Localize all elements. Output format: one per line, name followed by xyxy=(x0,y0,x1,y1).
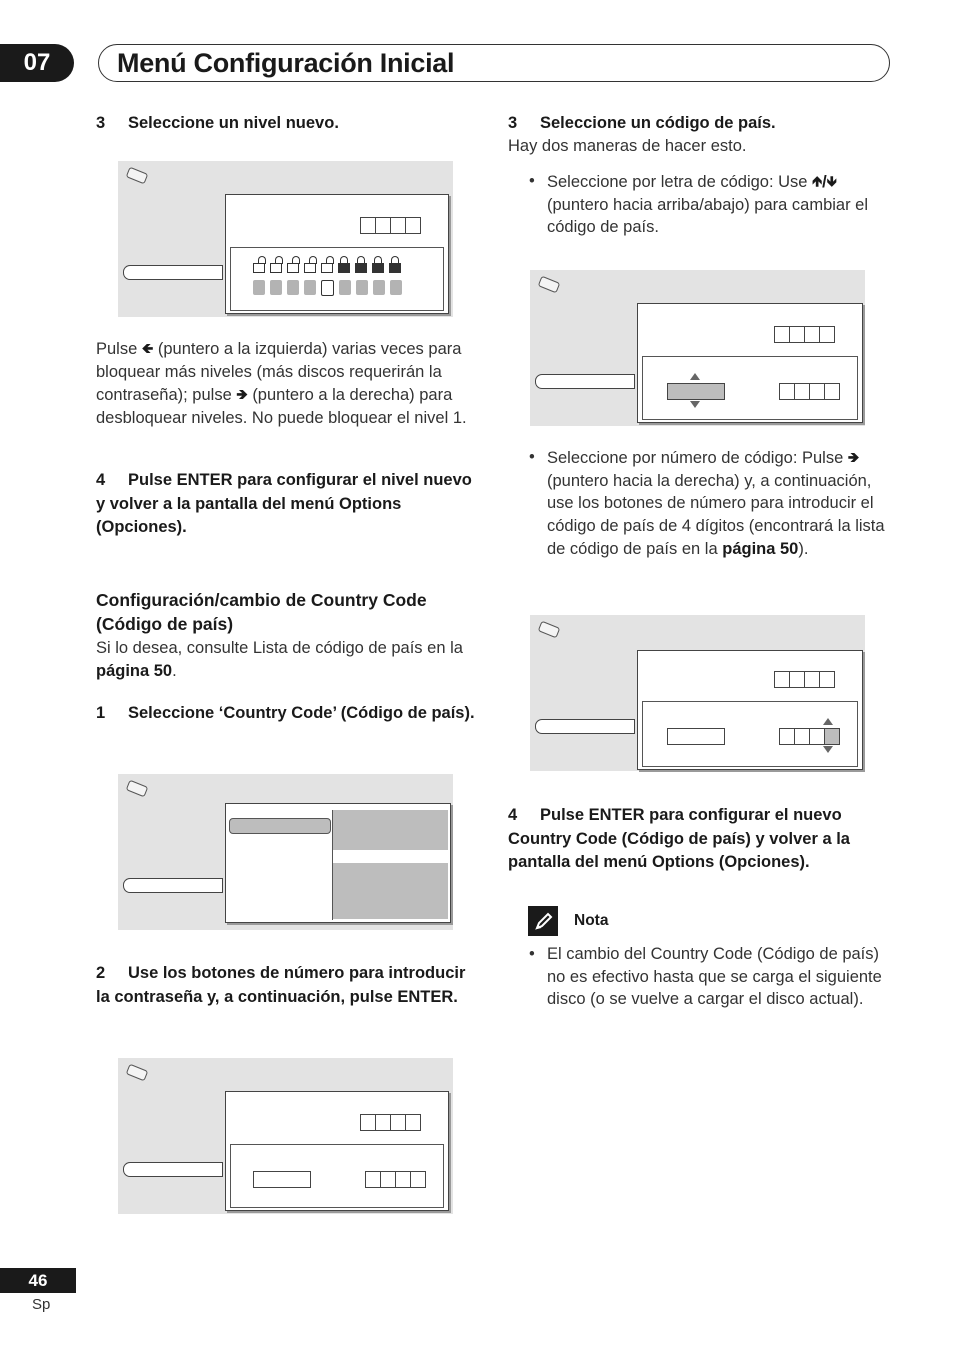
page-reference: página 50 xyxy=(722,539,799,558)
bullet-number-code xyxy=(529,446,889,561)
entry-field xyxy=(253,1171,311,1188)
step-number: 3 xyxy=(508,114,518,132)
pulse-paragraph xyxy=(96,337,481,430)
right-step-4 xyxy=(508,804,893,875)
right-step-3 xyxy=(508,112,888,136)
bullet-text-b: (puntero hacia arriba/abajo) para cambiar el código de país. xyxy=(547,195,869,237)
left-step-2 xyxy=(96,962,481,1009)
level-cell xyxy=(287,280,299,295)
section-heading: Configuración/cambio de Country Code (Código de país) xyxy=(96,590,427,634)
step-text: Pulse ENTER para configurar el nuevo Country Code (Código de país) y volver a la pantalla del menú Options (Opciones). xyxy=(508,806,850,871)
level-cell-selected xyxy=(321,280,334,296)
pulse-text-3: (puntero a la derecha) para desbloquear niveles. No puede bloquear el nivel 1. xyxy=(96,386,467,428)
level-cell xyxy=(304,280,316,295)
bullet-dot: • xyxy=(529,945,535,963)
menu-tab xyxy=(123,878,223,893)
step-text: Seleccione un nivel nuevo. xyxy=(128,114,339,132)
level-cell xyxy=(356,280,368,295)
left-step-1 xyxy=(96,702,476,726)
password-cells xyxy=(774,671,835,688)
bullet-text-a: Seleccione por número de código: Pulse xyxy=(547,449,844,467)
arrow-down-icon: 🡻 xyxy=(826,173,837,189)
screen-parental-levels xyxy=(118,161,453,317)
unlock-icon xyxy=(270,256,282,273)
unlock-icon xyxy=(304,256,316,273)
section-text: Si lo desea, consulte Lista de código de país en la xyxy=(96,639,463,657)
right-intro: Hay dos maneras de hacer esto. xyxy=(508,137,747,155)
step-text: Use los botones de número para introducir la contraseña y, a continuación, pulse ENTER. xyxy=(96,964,466,1006)
note-label: Nota xyxy=(574,912,609,929)
submenu-item-highlight xyxy=(333,850,448,863)
pulse-text-1: Pulse xyxy=(96,340,138,358)
unlock-icon xyxy=(253,256,265,273)
page-reference: página 50 xyxy=(96,661,173,680)
step-number: 4 xyxy=(508,806,518,824)
menu-tab xyxy=(123,1162,223,1177)
country-box xyxy=(642,701,858,767)
lock-icon xyxy=(389,256,401,273)
level-cell xyxy=(373,280,385,295)
bullet-dot: • xyxy=(529,172,535,190)
password-cells xyxy=(360,1114,421,1131)
section-intro xyxy=(96,637,481,682)
page-title: Menú Configuración Inicial xyxy=(117,47,455,78)
bullet-dot: • xyxy=(529,448,535,466)
step-number: 4 xyxy=(96,471,106,489)
unlock-icon xyxy=(287,256,299,273)
submenu-area xyxy=(333,810,448,850)
level-cell xyxy=(390,280,402,295)
menu-panel xyxy=(637,650,863,770)
step-number: 1 xyxy=(96,704,106,722)
chapter-badge: 07 xyxy=(0,44,74,82)
screen-country-letter xyxy=(530,270,865,426)
lock-icon xyxy=(355,256,367,273)
screen-password xyxy=(118,1058,453,1214)
lock-icons xyxy=(253,256,401,273)
up-down-arrows-icon xyxy=(690,373,700,408)
menu-tab xyxy=(535,374,635,389)
step-number: 3 xyxy=(96,114,106,132)
note-bullet xyxy=(529,943,889,1011)
level-cell xyxy=(339,280,351,295)
step-number: 2 xyxy=(96,964,106,982)
code-cells xyxy=(779,383,840,400)
left-step-3 xyxy=(96,112,476,136)
arrow-right-icon: 🡺 xyxy=(236,386,248,403)
slash: / xyxy=(822,173,827,191)
section-end: . xyxy=(172,661,177,680)
left-step-4 xyxy=(96,469,476,540)
disc-icon xyxy=(126,780,149,798)
bullet-end: ). xyxy=(798,539,809,558)
menu-panel xyxy=(225,803,451,923)
bullet-text-b: (puntero hacia la derecha) y, a continuación, use los botones de número para introducir el código de país de 4 dígitos (encontrará la lista de código de país en la xyxy=(547,471,885,558)
pulse-text-2: (puntero a la izquierda) varias veces para bloquear más niveles (más discos requerirán la contraseña); pulse xyxy=(96,340,462,405)
level-bar xyxy=(253,280,402,296)
lock-icon xyxy=(338,256,350,273)
menu-panel xyxy=(225,1091,449,1211)
page-number: 46 xyxy=(0,1268,76,1293)
menu-tab xyxy=(123,265,223,280)
level-cell xyxy=(253,280,265,295)
letter-code-field xyxy=(667,728,725,745)
level-cell xyxy=(270,280,282,295)
language-code: Sp xyxy=(32,1296,51,1313)
submenu-area xyxy=(333,863,448,919)
entry-box xyxy=(230,1144,444,1208)
password-cells xyxy=(774,326,835,343)
note-text: El cambio del Country Code (Código de país) no es efectivo hasta que se carga el siguiente disco (o se vuelve a cargar el disco actual). xyxy=(547,945,882,1009)
screen-country-number xyxy=(530,615,865,771)
disc-icon xyxy=(538,276,561,294)
step-text: Seleccione ‘Country Code’ (Código de país). xyxy=(128,704,475,722)
code-cells xyxy=(365,1171,426,1188)
menu-item-selected xyxy=(229,818,331,834)
bullet-letter-code xyxy=(529,170,889,239)
arrow-up-icon: 🡹 xyxy=(812,173,823,189)
disc-icon xyxy=(126,1064,149,1082)
country-box xyxy=(642,356,858,420)
menu-panel xyxy=(637,303,863,423)
step-text: Pulse ENTER para configurar el nivel nuevo y volver a la pantalla del menú Options (Opciones). xyxy=(96,471,472,536)
level-box xyxy=(230,247,444,311)
up-down-arrows-icon xyxy=(823,718,833,753)
password-cells xyxy=(360,217,421,234)
unlock-icon xyxy=(321,256,333,273)
bullet-text-a: Seleccione por letra de código: Use xyxy=(547,173,808,191)
menu-panel xyxy=(225,194,449,314)
step-text: Seleccione un código de país. xyxy=(540,114,776,132)
arrow-left-icon: 🡸 xyxy=(141,340,154,356)
title-box xyxy=(98,44,890,82)
menu-tab xyxy=(535,719,635,734)
disc-icon xyxy=(538,621,561,639)
screen-options-menu xyxy=(118,774,453,930)
disc-icon xyxy=(126,167,149,185)
arrow-right-icon: 🡺 xyxy=(847,449,860,465)
note-pencil-icon xyxy=(528,906,558,936)
lock-icon xyxy=(372,256,384,273)
